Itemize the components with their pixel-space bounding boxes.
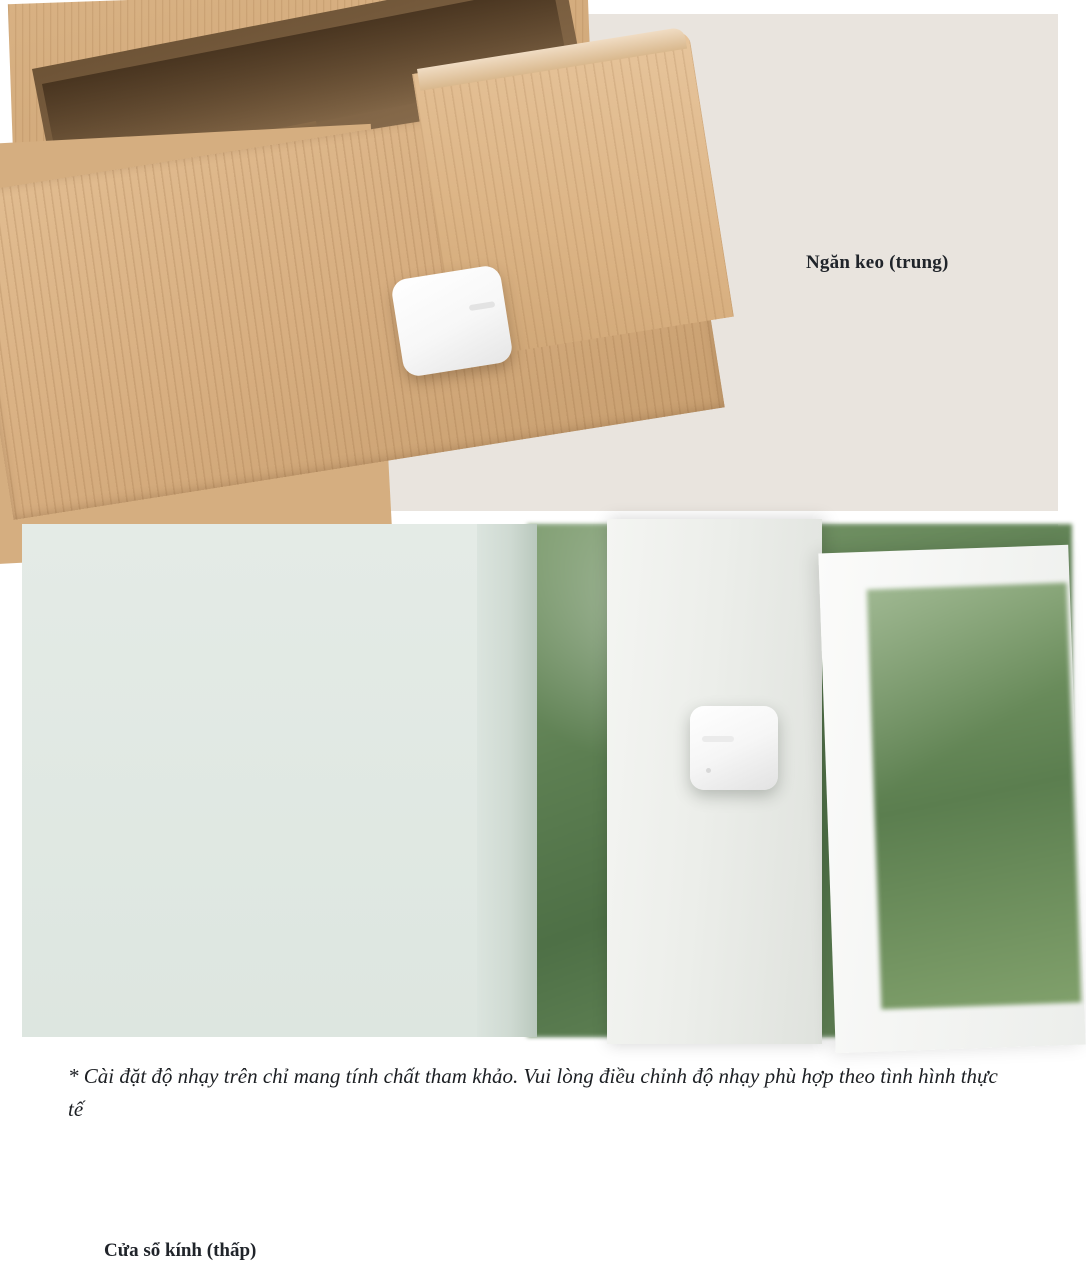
footnote-text: * Cài đặt độ nhạy trên chỉ mang tính chất tham khảo. Vui lòng điều chỉnh độ nhạy phù hợp theo tình hình thực tế <box>68 1064 998 1121</box>
vibration-sensor-device <box>390 264 514 378</box>
sensor-ridge-detail <box>702 736 734 742</box>
sensor-led-indicator <box>706 768 711 773</box>
window-glass-pane <box>867 583 1082 1010</box>
window-left-wall-edge <box>477 524 537 1037</box>
drawer-photo-panel <box>22 14 1058 511</box>
vibration-sensor-device-window <box>690 706 778 790</box>
drawer-caption: Ngăn keo (trung) <box>806 252 949 273</box>
window-left-wall <box>22 524 522 1037</box>
sensor-ridge-detail <box>469 301 496 311</box>
window-caption: Cửa sổ kính (thấp) <box>104 1240 257 1261</box>
